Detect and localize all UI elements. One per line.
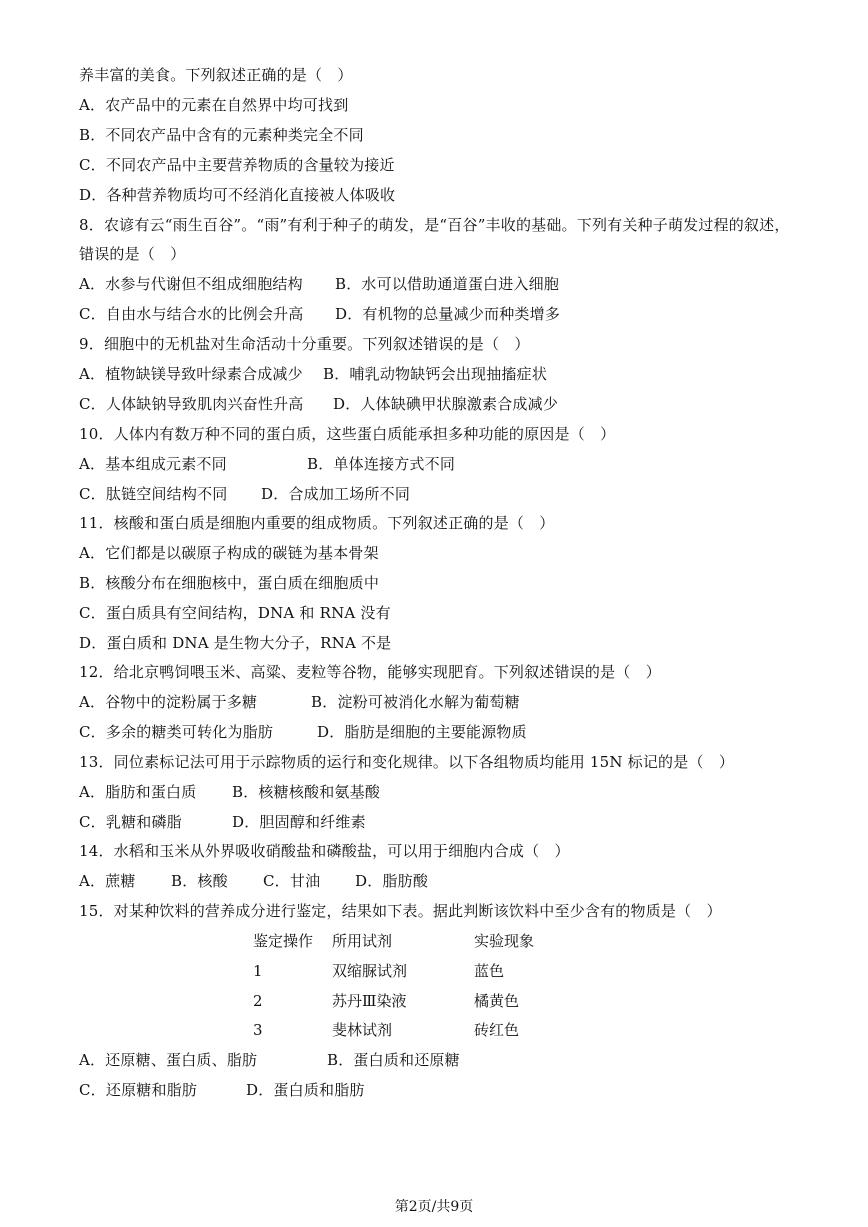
q7-option-d: D．各种营养物质均可不经消化直接被人体吸收 [79, 186, 396, 204]
q8-option-a: A．水参与代谢但不组成细胞结构 [79, 275, 303, 293]
q12-option-a: A．谷物中的淀粉属于多糖 [79, 693, 258, 711]
q15-option-d: D．蛋白质和脂肪 [246, 1081, 365, 1099]
q11-option-a: A．它们都是以碳原子构成的碳链为基本骨架 [79, 544, 379, 562]
q13-option-c: C．乳糖和磷脂 [79, 813, 182, 831]
q7-option-c: C．不同农产品中主要营养物质的含量较为接近 [79, 156, 395, 174]
table-cell-operation: 3 [253, 1021, 263, 1039]
question-12-stem: 12．给北京鸭饲喂玉米、高粱、麦粒等谷物，能够实现肥育。下列叙述错误的是（ ） [79, 663, 661, 681]
table-header-operation: 鉴定操作 [253, 932, 314, 950]
question-14-stem: 14．水稻和玉米从外界吸收硝酸盐和磷酸盐，可以用于细胞内合成（ ） [79, 842, 570, 860]
table-cell-operation: 2 [253, 992, 263, 1010]
q10-option-a: A．基本组成元素不同 [79, 455, 227, 473]
table-cell-reagent: 苏丹Ⅲ染液 [332, 992, 407, 1010]
q13-option-a: A．脂肪和蛋白质 [79, 783, 197, 801]
q9-options-row-1 [79, 364, 547, 384]
question-9-stem: 9．细胞中的无机盐对生命活动十分重要。下列叙述错误的是（ ） [79, 335, 530, 353]
question-8-stem-cont: 错误的是（ ） [79, 245, 186, 263]
q7-option-b: B．不同农产品中含有的元素种类完全不同 [79, 126, 364, 144]
q9-option-a: A．植物缺镁导致叶绿素合成减少 [79, 365, 303, 383]
q15-option-c: C．还原糖和脂肪 [79, 1081, 198, 1099]
q15-option-a: A．还原糖、蛋白质、脂肪 [79, 1051, 258, 1069]
q13-options-row-2 [79, 812, 366, 832]
q11-option-d: D．蛋白质和 DNA 是生物大分子，RNA 不是 [79, 634, 392, 652]
q10-option-c: C．肽链空间结构不同 [79, 485, 228, 503]
page-number-footer: 第2页/共9页 [394, 1199, 474, 1215]
q12-options-row-1 [79, 692, 520, 712]
q9-options-row-2 [79, 394, 558, 414]
table-cell-result: 橘黄色 [474, 992, 520, 1010]
q14-option-b: B．核酸 [171, 872, 228, 890]
q9-option-d: D．人体缺碘甲状腺激素合成减少 [333, 395, 559, 413]
question-11-stem: 11．核酸和蛋白质是细胞内重要的组成物质。下列叙述正确的是（ ） [79, 514, 555, 532]
q10-options-row-2 [79, 484, 410, 504]
question-7-stem-end: 养丰富的美食。下列叙述正确的是（ ） [79, 66, 353, 84]
table-header-reagent: 所用试剂 [332, 932, 393, 950]
q10-option-d: D．合成加工场所不同 [261, 485, 411, 503]
table-header-result: 实验现象 [474, 932, 535, 950]
q13-option-d: D．胆固醇和纤维素 [232, 813, 366, 831]
question-10-stem: 10．人体内有数万种不同的蛋白质，这些蛋白质能承担多种功能的原因是（ ） [79, 425, 616, 443]
q12-options-row-2 [79, 722, 527, 742]
q15-option-b: B．蛋白质和还原糖 [327, 1051, 460, 1069]
q13-options-row-1 [79, 782, 380, 802]
q8-option-b: B．水可以借助通道蛋白进入细胞 [335, 275, 560, 293]
q11-option-c: C．蛋白质具有空间结构，DNA 和 RNA 没有 [79, 604, 391, 622]
table-cell-result: 砖红色 [474, 1021, 520, 1039]
question-13-stem: 13．同位素标记法可用于示踪物质的运行和变化规律。以下各组物质均能用 15N 标记的是（ ） [79, 753, 735, 771]
question-8-stem: 8．农谚有云“雨生百谷”。“雨”有利于种子的萌发，是“百谷”丰收的基础。下列有关种子萌发过程的叙述， [79, 216, 790, 234]
q8-option-d: D．有机物的总量减少而种类增多 [335, 305, 561, 323]
q10-option-b: B．单体连接方式不同 [307, 455, 456, 473]
q8-options-row-2 [79, 304, 560, 324]
q10-options-row-1 [79, 454, 455, 474]
table-cell-operation: 1 [253, 962, 263, 980]
table-cell-result: 蓝色 [474, 962, 505, 980]
q12-option-b: B．淀粉可被消化水解为葡萄糖 [311, 693, 520, 711]
table-cell-reagent: 斐林试剂 [332, 1021, 393, 1039]
q8-option-c: C．自由水与结合水的比例会升高 [79, 305, 304, 323]
q15-options-row-2 [79, 1080, 365, 1100]
q9-option-c: C．人体缺钠导致肌肉兴奋性升高 [79, 395, 304, 413]
table-cell-reagent: 双缩脲试剂 [332, 962, 408, 980]
q15-options-row-1 [79, 1050, 460, 1070]
q11-option-b: B．核酸分布在细胞核中，蛋白质在细胞质中 [79, 574, 380, 592]
q12-option-c: C．多余的糖类可转化为脂肪 [79, 723, 274, 741]
question-15-stem: 15．对某种饮料的营养成分进行鉴定，结果如下表。据此判断该饮料中至少含有的物质是（ ） [79, 902, 722, 920]
q9-option-b: B．哺乳动物缺钙会出现抽搐症状 [323, 365, 548, 383]
q12-option-d: D．脂肪是细胞的主要能源物质 [317, 723, 527, 741]
q7-option-a: A．农产品中的元素在自然界中均可找到 [79, 96, 349, 114]
q14-option-c: C．甘油 [263, 872, 321, 890]
q14-option-d: D．脂肪酸 [355, 872, 429, 890]
q14-option-a: A．蔗糖 [79, 872, 136, 890]
q13-option-b: B．核糖核酸和氨基酸 [232, 783, 381, 801]
q8-options-row-1 [79, 274, 559, 294]
q14-options-row [79, 871, 428, 891]
